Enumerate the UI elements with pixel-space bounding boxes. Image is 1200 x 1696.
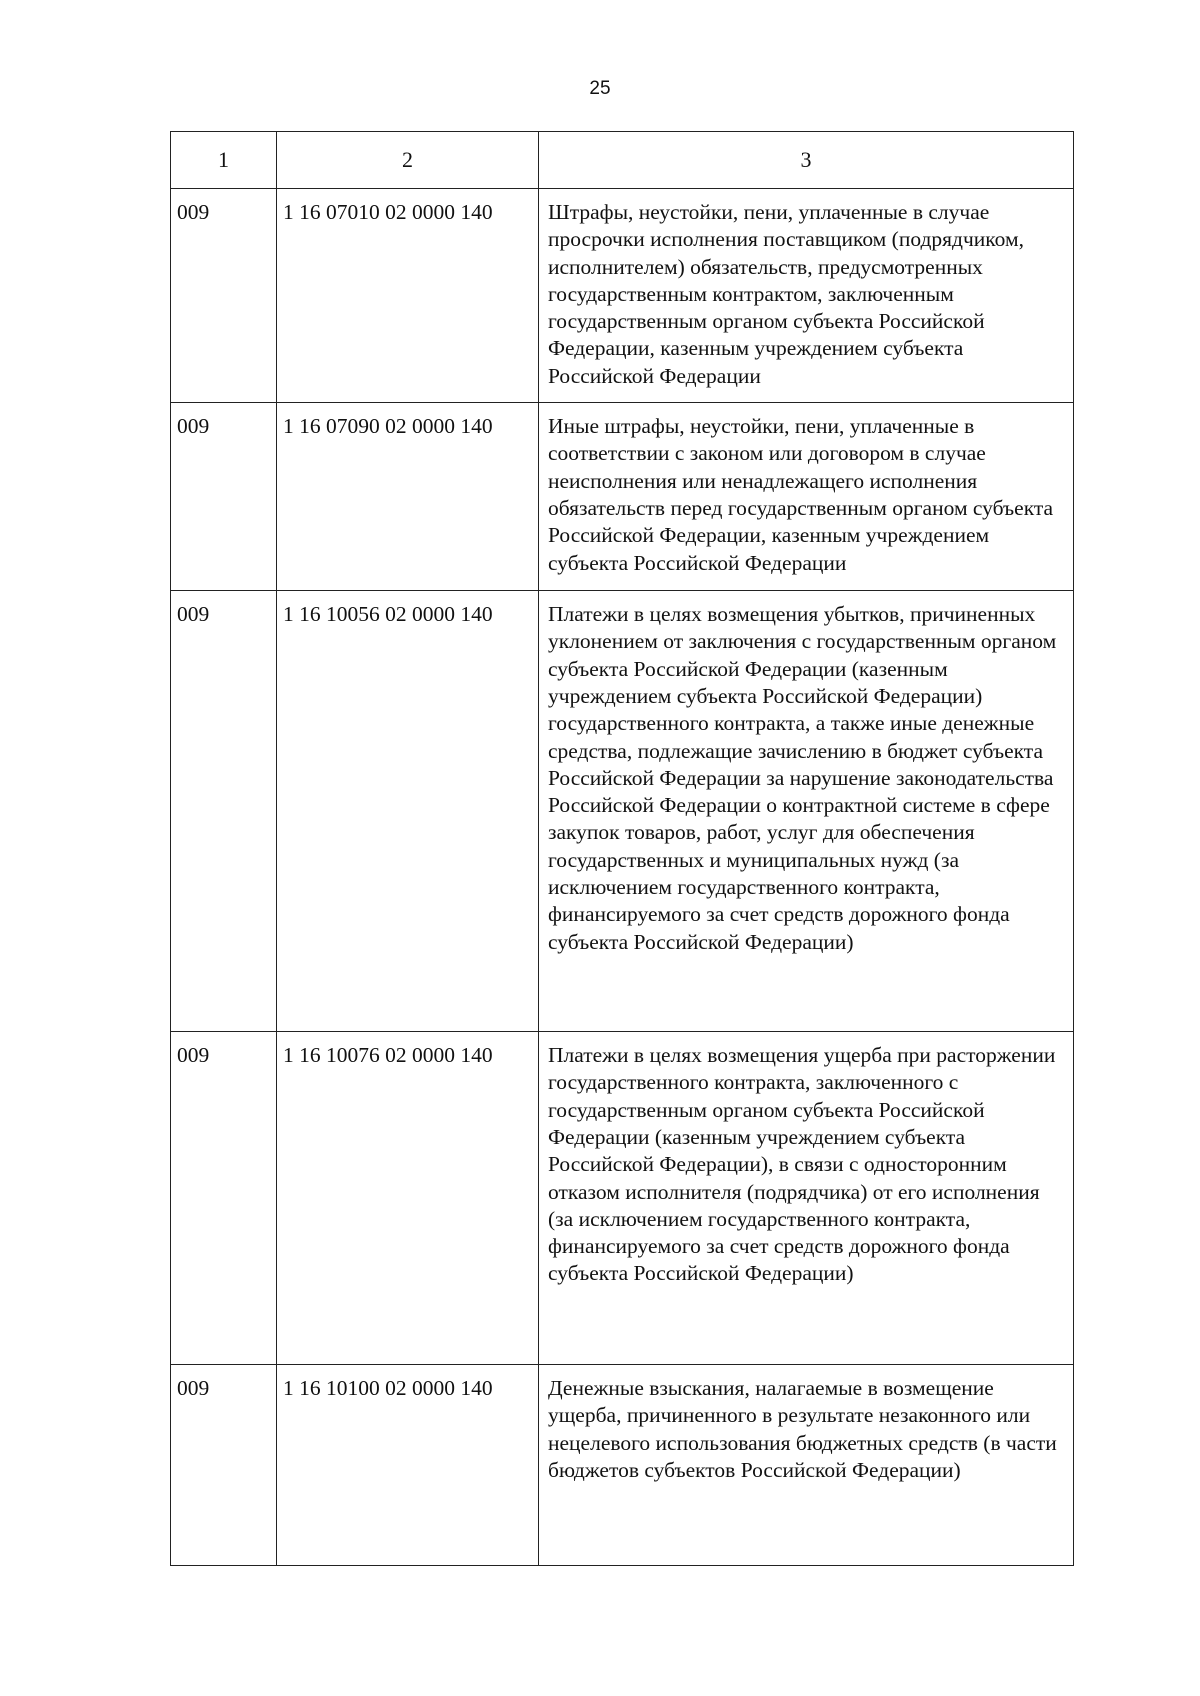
kbk-code-cell: 1 16 07090 02 0000 140 [277,403,539,591]
description-cell: Штрафы, неустойки, пени, уплаченные в случае просрочки исполнения поставщиком (подрядчиком, исполнителем) обязательств, предусмотренных государственным контрактом, заключенным государственным органом субъекта Российской Федерации, казенным учреждением субъекта Российской Федерации [539,189,1074,403]
column-header-1: 1 [171,132,277,189]
table-row [171,591,1074,1032]
description-cell: Платежи в целях возмещения убытков, причиненных уклонением от заключения с государственным органом субъекта Российской Федерации (казенным учреждением субъекта Российской Федерации) государственного контракта, а также иные денежные средства, подлежащие зачислению в бюджет субъекта Российской Федерации за нарушение законодательства Российской Федерации о контрактной системе в сфере закупок товаров, работ, услуг для обеспечения государственных и муниципальных нужд (за исключением государственного контракта, финансируемого за счет средств дорожного фонда субъекта Российской Федерации) [539,591,1074,1032]
table-body [171,189,1074,1566]
table-row [171,189,1074,403]
kbk-code-cell: 1 16 10056 02 0000 140 [277,591,539,1032]
table-row [171,403,1074,591]
description-cell: Иные штрафы, неустойки, пени, уплаченные в соответствии с законом или договором в случае неисполнения или ненадлежащего исполнения обязательств перед государственным органом субъекта Российской Федерации, казенным учреждением субъекта Российской Федерации [539,403,1074,591]
table-header [171,132,1074,189]
column-header-3: 3 [539,132,1074,189]
kbk-code-cell: 1 16 10100 02 0000 140 [277,1365,539,1566]
admin-code-cell: 009 [171,1365,277,1566]
budget-codes-table [170,131,1074,1566]
page-number: 25 [589,78,611,99]
table-row [171,1365,1074,1566]
admin-code-cell: 009 [171,403,277,591]
header-row [171,132,1074,189]
column-header-2: 2 [277,132,539,189]
table-row [171,1032,1074,1365]
admin-code-cell: 009 [171,1032,277,1365]
kbk-code-cell: 1 16 07010 02 0000 140 [277,189,539,403]
admin-code-cell: 009 [171,591,277,1032]
kbk-code-cell: 1 16 10076 02 0000 140 [277,1032,539,1365]
description-cell: Денежные взыскания, налагаемые в возмещение ущерба, причиненного в результате незаконного или нецелевого использования бюджетных средств (в части бюджетов субъектов Российской Федерации) [539,1365,1074,1566]
admin-code-cell: 009 [171,189,277,403]
description-cell: Платежи в целях возмещения ущерба при расторжении государственного контракта, заключенного с государственным органом субъекта Российской Федерации (казенным учреждением субъекта Российской Федерации), в связи с односторонним отказом исполнителя (подрядчика) от его исполнения (за исключением государственного контракта, финансируемого за счет средств дорожного фонда субъекта Российской Федерации) [539,1032,1074,1365]
